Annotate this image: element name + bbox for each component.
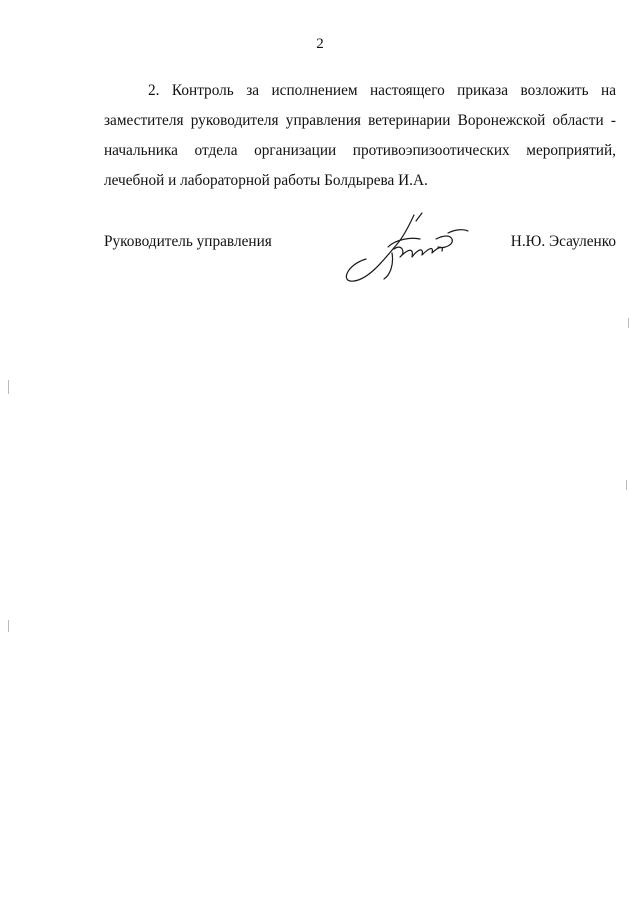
body-paragraph bbox=[104, 76, 616, 196]
paragraph-line: начальника отдела организации противоэпизоотических мероприятий, bbox=[104, 142, 616, 159]
scan-edge-mark bbox=[628, 318, 629, 328]
scan-edge-mark bbox=[8, 620, 9, 632]
scan-edge-mark bbox=[626, 480, 627, 490]
paragraph-line: лечебной и лабораторной работы Болдырева И.А. bbox=[104, 172, 428, 189]
handwritten-signature bbox=[336, 209, 476, 289]
page-number: 2 bbox=[316, 36, 324, 52]
paragraph-line: заместителя руководителя управления ветеринарии Воронежской области - bbox=[104, 112, 616, 129]
paragraph-line: 2. Контроль за исполнением настоящего приказа возложить на bbox=[148, 82, 616, 99]
scan-edge-mark bbox=[8, 380, 9, 394]
signatory-title: Руководитель управления bbox=[104, 233, 272, 250]
signatory-name: Н.Ю. Эсауленко bbox=[510, 233, 616, 250]
signature-block bbox=[104, 233, 616, 293]
